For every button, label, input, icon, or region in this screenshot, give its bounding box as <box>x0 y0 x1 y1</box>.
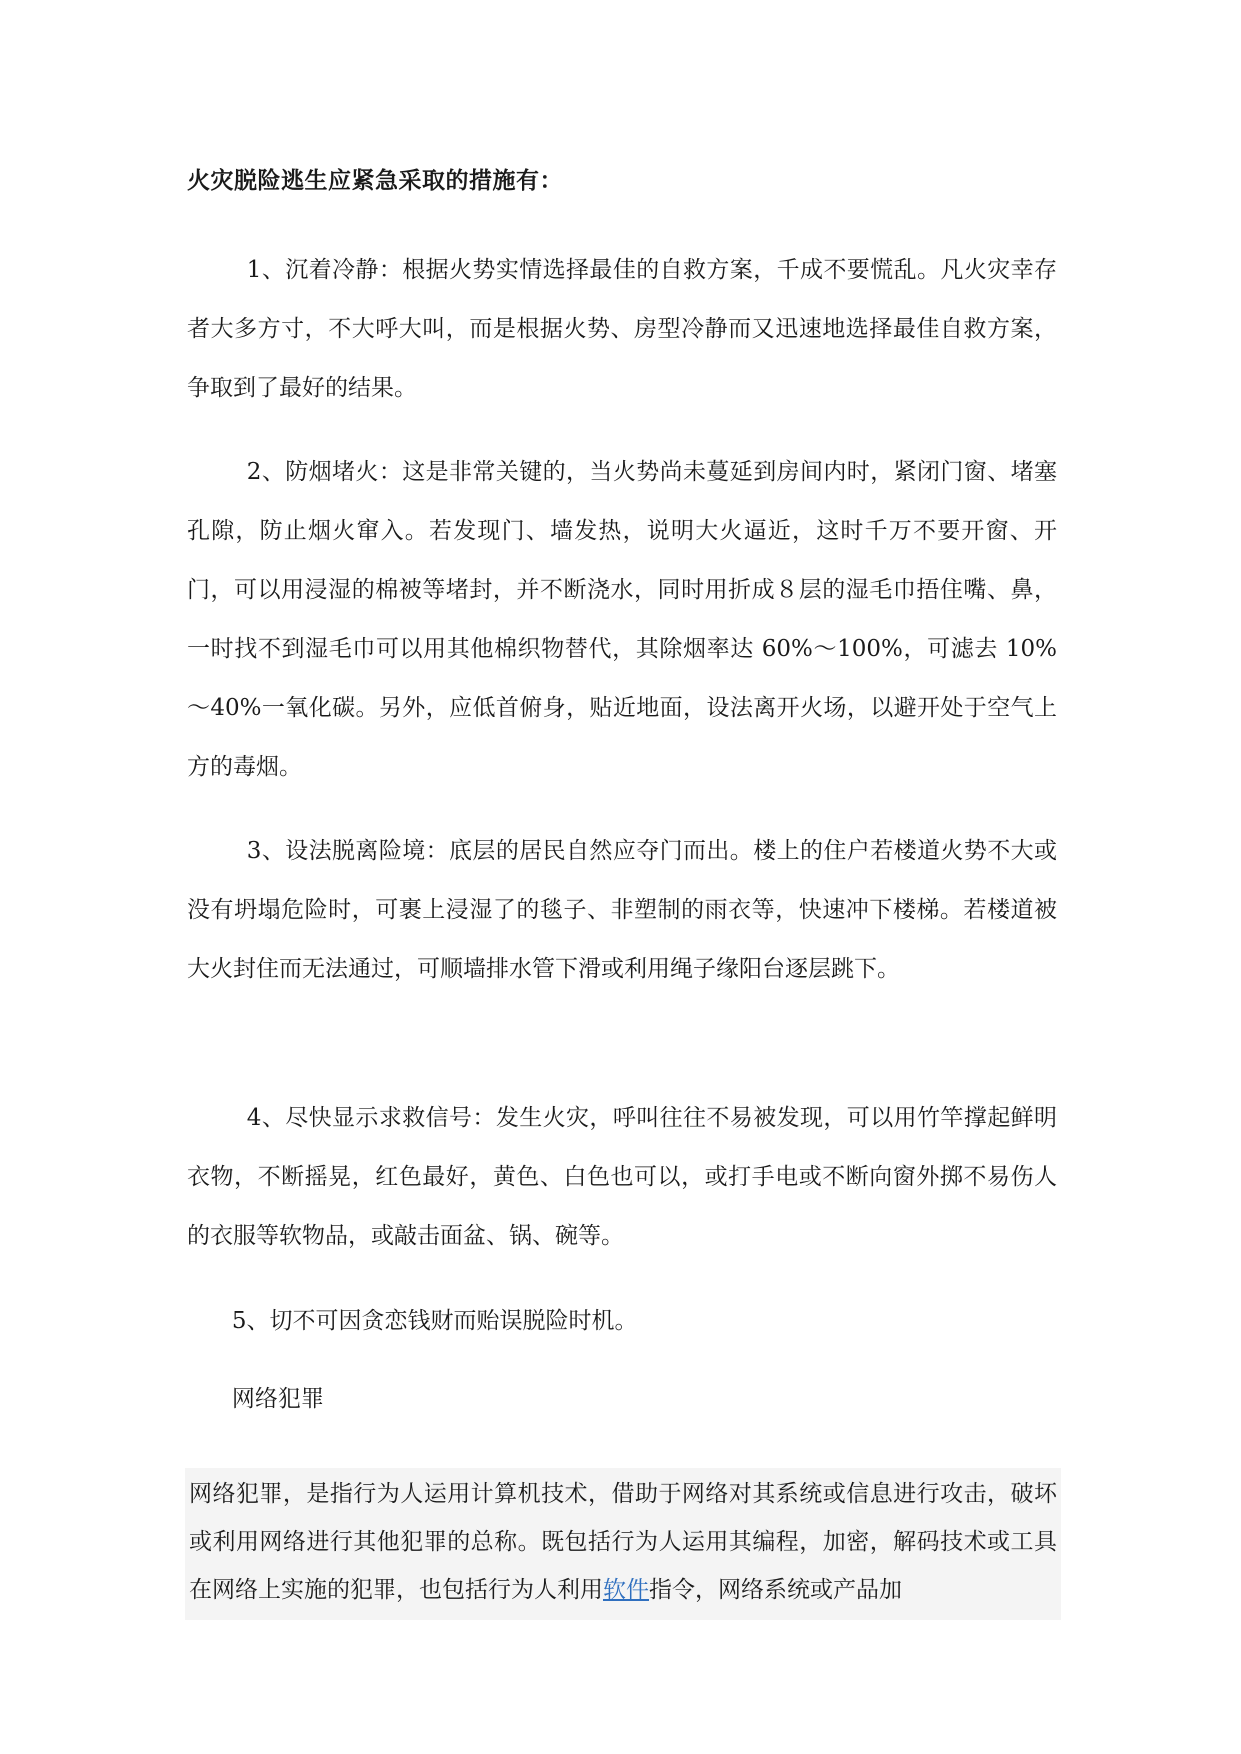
cybercrime-definition-text <box>189 1470 1057 1614</box>
document-heading: 火灾脱险逃生应紧急采取的措施有： <box>187 167 563 194</box>
software-link[interactable]: 软件 <box>603 1577 649 1603</box>
paragraph-block-smoke: 2、防烟堵火：这是非常关键的，当火势尚未蔓延到房间内时，紧闭门窗、堵塞孔隙，防止烟火窜入。若发现门、墙发热，说明大火逼近，这时千万不要开窗、开门，可以用浸湿的棉被等堵封，并不断浇水，同时用折成８层的湿毛巾捂住嘴、鼻，一时找不到湿毛巾可以用其他棉织物替代，其除烟率达 60%～100%，可滤去 10%～40%一氧化碳。另外，应低首俯身，贴近地面，设法离开火场，以避开处于空气上方的毒烟。 <box>187 459 1057 780</box>
section-title-cybercrime: 网络犯罪 <box>231 1386 324 1412</box>
paragraph-no-valuables: 5、切不可因贪恋钱财而贻误脱险时机。 <box>231 1308 638 1334</box>
paragraph-stay-calm: 1、沉着冷静：根据火势实情选择最佳的自救方案，千成不要慌乱。凡火灾幸存者大多方寸，不大呼大叫，而是根据火势、房型冷静而又迅速地选择最佳自救方案，争取到了最好的结果。 <box>187 257 1057 401</box>
definition-text-before-link: 网络犯罪，是指行为人运用计算机技术，借助于网络对其系统或信息进行攻击，破坏或利用网络进行其他犯罪的总称。既包括行为人运用其编程，加密，解码技术或工具在网络上实施的犯罪，也包括行为人利用 <box>189 1481 1057 1603</box>
paragraph-escape-danger: 3、设法脱离险境：底层的居民自然应夺门而出。楼上的住户若楼道火势不大或没有坍塌危险时，可裹上浸湿了的毯子、非塑制的雨衣等，快速冲下楼梯。若楼道被大火封住而无法通过，可顺墙排水管下滑或利用绳子缘阳台逐层跳下。 <box>187 838 1057 982</box>
definition-text-after-link: 指令，网络系统或产品加 <box>649 1577 902 1603</box>
paragraph-distress-signal: 4、尽快显示求救信号：发生火灾，呼叫往往不易被发现，可以用竹竿撑起鲜明衣物，不断摇晃，红色最好，黄色、白色也可以，或打手电或不断向窗外掷不易伤人的衣服等软物品，或敲击面盆、锅、碗等。 <box>187 1105 1057 1249</box>
